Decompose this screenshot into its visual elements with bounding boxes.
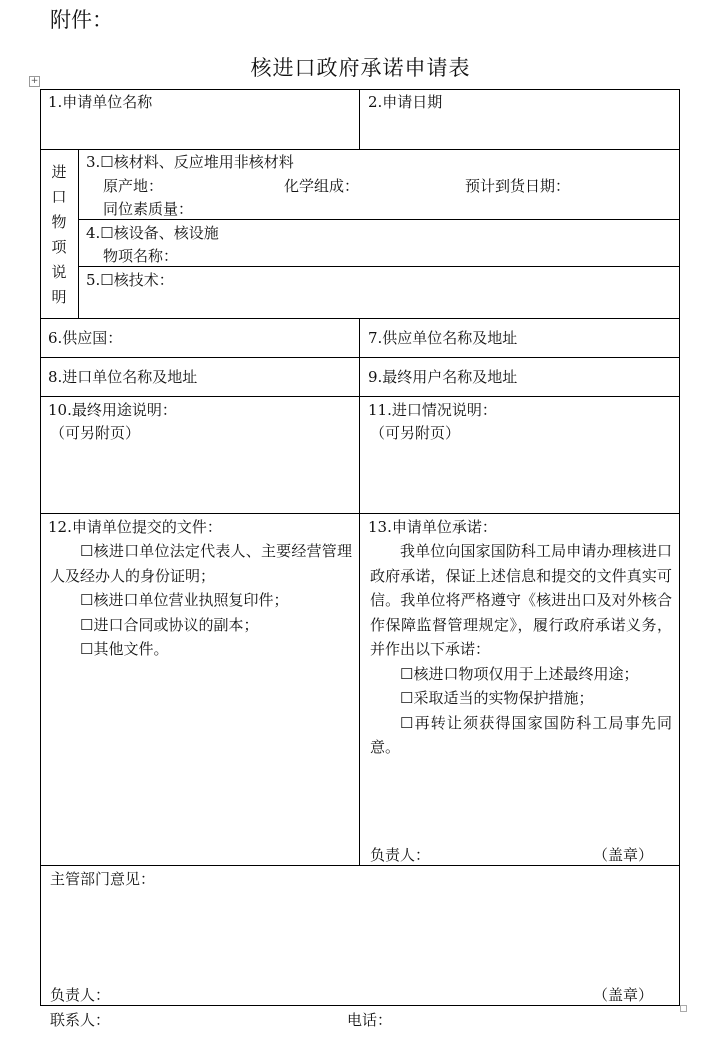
field-application-date: 2.申请日期 [368,93,443,111]
row-divider [40,513,680,514]
col-divider [78,149,79,318]
authority-signer-label: 负责人： [50,986,111,1004]
row-divider [78,219,680,220]
row-divider [40,357,680,358]
commitment-text [370,539,672,760]
submitted-documents-list [50,539,352,662]
row-divider [40,396,680,397]
col-divider [359,318,360,865]
field-import-note: （可另附页） [370,424,461,442]
field-nuclear-material: 3.☐核材料、反应堆用非核材料 [86,153,294,171]
form-title: 核进口政府承诺申请表 [250,56,471,80]
field-supplier-name-address: 7.供应单位名称及地址 [368,329,518,347]
commitment-seal-label: （盖章） [593,846,654,864]
field-origin: 原产地： [103,177,164,195]
field-applicant-name: 1.申请单位名称 [48,93,153,111]
document-item: ☐核进口单位法定代表人、主要经营管理人及经办人的身份证明； [50,542,352,585]
document-item: ☐其他文件。 [80,640,169,658]
field-end-use-description: 10.最终用途说明： [48,401,177,419]
document-item: ☐核进口单位营业执照复印件； [80,591,289,609]
phone-label: 电话： [347,1011,393,1029]
attachment-label: 附件： [50,8,113,32]
field-end-use-note: （可另附页） [50,424,141,442]
commitment-signer-label: 负责人： [370,846,431,864]
field-nuclear-technology: 5.☐核技术： [86,271,174,289]
table-border-top [40,89,680,90]
document-item: ☐进口合同或协议的副本； [80,615,259,634]
field-nuclear-equipment: 4.☐核设备、核设施 [86,224,219,242]
field-supplier-country: 6.供应国： [48,329,123,347]
table-move-handle-icon[interactable]: + [30,76,39,86]
section-label-import-items: 进 口 物 项 说 明 [51,163,67,306]
col-divider [359,89,360,149]
authority-opinion-label: 主管部门意见： [50,870,156,888]
field-end-user-name-address: 9.最终用户名称及地址 [368,368,518,386]
field-import-description: 11.进口情况说明： [368,401,497,419]
commitment-statement: 我单位向国家国防科工局申请办理核进口政府承诺，保证上述信息和提交的文件真实可信。我单位将严格遵守《核进出口及对外核合作保障监督管理规定》，履行政府承诺义务，并作出以下承诺： [370,542,672,658]
commitment-item: ☐采取适当的实物保护措施； [400,689,594,707]
field-isotope-quality: 同位素质量： [103,200,194,218]
table-resize-handle-icon[interactable] [680,1005,687,1012]
field-submitted-documents: 12.申请单位提交的文件： [48,518,222,536]
commitment-item: ☐核进口物项仅用于上述最终用途； [400,664,639,683]
row-divider [40,318,680,319]
table-border-bottom [40,1005,680,1006]
field-chemical-composition: 化学组成： [284,177,360,195]
table-border-right [679,89,680,1006]
field-commitment: 13.申请单位承诺： [368,518,497,536]
commitment-item: ☐再转让须获得国家国防科工局事先同意。 [370,713,672,756]
row-divider [78,266,680,267]
contact-person-label: 联系人： [50,1011,111,1029]
field-item-name: 物项名称： [103,247,179,265]
authority-seal-label: （盖章） [593,986,654,1004]
field-expected-arrival: 预计到货日期： [465,177,571,195]
field-importer-name-address: 8.进口单位名称及地址 [48,368,198,386]
row-divider [40,149,680,150]
row-divider [40,865,680,866]
